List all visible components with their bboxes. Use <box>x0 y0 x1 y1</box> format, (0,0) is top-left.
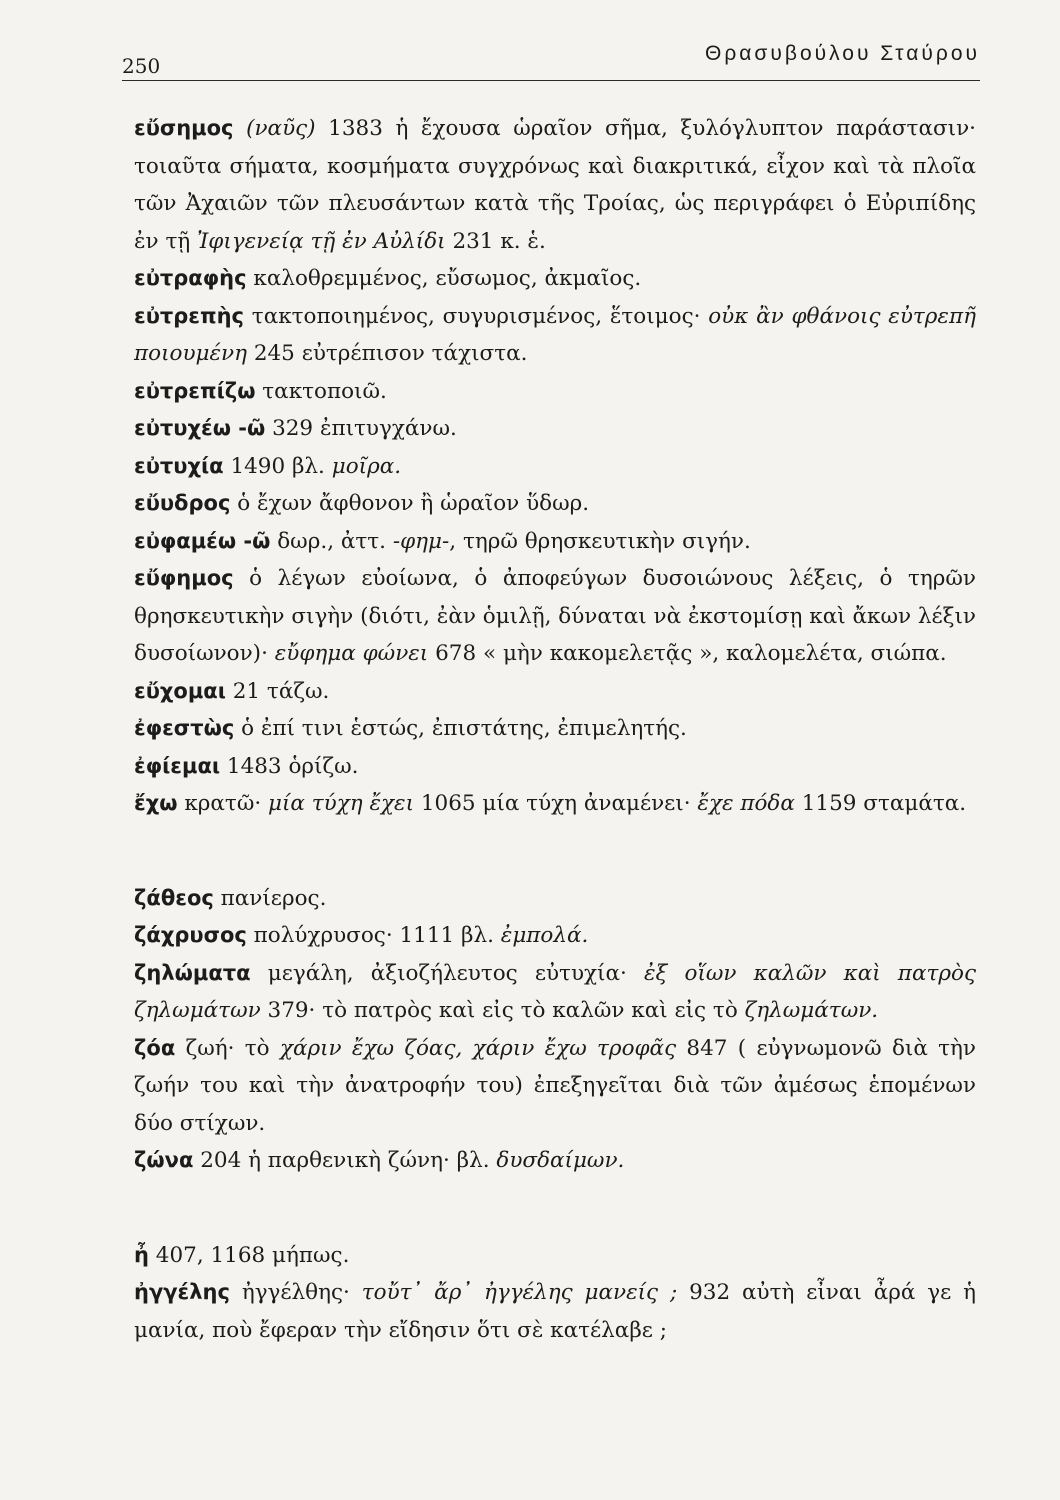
lemma: ζώνα <box>134 1148 194 1172</box>
entry-eutrepes: εὐτρεπὴς τακτοποιημένος, συγυρισμένος, ἕτοιμος· οὐκ ἂν φθάνοις εὐτρεπῆ ποιουμένη 245 εὐτρέπισον τάχιστα. <box>134 303 976 366</box>
entry-zatheos: ζάθεος πανίερος. <box>134 885 327 911</box>
entry-eusemos: εὔσημος (ναῦς) 1383 ἡ ἔχουσα ὡραῖον σῆμα, ξυλόγλυπτον παράστασιν· τοιαῦτα σήματα, κοσμήματα συγχρόνως καὶ διακριτικά, εἶχον καὶ τὰ πλοῖα τῶν Ἀχαιῶν τῶν πλευσάντων κατὰ τῆς Τροίας, ὡς περιγράφει ὁ Εὐριπίδης ἐν τῇ Ἰφιγενείᾳ τῇ ἐν Αὐλίδι 231 κ. ἑ. <box>134 116 976 254</box>
lemma: ἦ <box>134 1242 149 1267</box>
section-gap <box>134 823 976 880</box>
entry-eufemos: εὔφημος ὁ λέγων εὐοίωνα, ὁ ἀποφεύγων δυσοιώνους λέξεις, ὁ τηρῶν θρησκευτικὴν σιγὴν (διότι, ἐὰν ὁμιλῇ, δύναται νὰ ἐκστομίσῃ καὶ ἄκων λέξιν δυσοίωνον)· εὔφημα φώνει 678 « μὴν κακομελετᾷς », καλομελέτα, σιώπα. <box>134 566 976 666</box>
page-header <box>122 40 980 81</box>
entry-eutycheo: εὐτυχέω -ῶ 329 ἐπιτυγχάνω. <box>134 416 457 441</box>
entry-euydros: εὔυδρος ὁ ἔχων ἄφθονον ἢ ὡραῖον ὕδωρ. <box>134 491 590 516</box>
lemma: εὐφαμέω -ῶ <box>134 528 271 553</box>
lemma: εὔσημος <box>134 116 234 140</box>
lemma: ζάθεος <box>134 885 214 910</box>
lemma: ζηλώματα <box>134 960 251 985</box>
lemma: ἐφίεμαι <box>134 753 221 778</box>
lemma: ἠγγέλης <box>134 1280 230 1304</box>
entry-eufameo: εὐφαμέω -ῶ δωρ., ἀττ. -φημ-, τηρῶ θρησκευτικὴν σιγήν. <box>134 528 751 554</box>
lemma: εὐτρεπὴς <box>134 303 245 328</box>
running-head: Θρασυβούλου Σταύρου <box>705 42 980 65</box>
entry-zachrysos: ζάχρυσος πολύχρυσος· 1111 βλ. ἐμπολά. <box>134 923 589 948</box>
lemma: ζόα <box>134 1035 176 1060</box>
lemma: εὐτρεπίζω <box>134 378 256 403</box>
entry-efestos: ἐφεστὼς ὁ ἐπί τινι ἑστώς, ἐπιστάτης, ἐπιμελητής. <box>134 716 687 741</box>
entry-efiemai: ἐφίεμαι 1483 ὁρίζω. <box>134 753 359 779</box>
lemma: ἐφεστὼς <box>134 716 235 740</box>
lemma: ἔχω <box>134 791 178 815</box>
page-number: 250 <box>122 54 161 78</box>
entry-zoa: ζόα ζωή· τὸ χάριν ἔχω ζόας, χάριν ἔχω τροφᾶς 847 ( εὐγνωμονῶ διὰ τὴν ζωήν του καὶ τὴν ἀνατροφήν του) ἐπεξηγεῖται διὰ τῶν ἀμέσως ἑπομένων δύο στίχων. <box>134 1035 976 1136</box>
entry-euchomai: εὔχομαι 21 τάζω. <box>134 678 330 704</box>
entry-echo: ἔχω κρατῶ· μία τύχη ἔχει 1065 μία τύχη ἀναμένει· ἔχε πόδα 1159 σταμάτα. <box>134 791 967 816</box>
lemma: εὐτυχία <box>134 453 224 478</box>
glossary-text <box>134 110 976 1349</box>
entry-eutrepizo: εὐτρεπίζω τακτοποιῶ. <box>134 378 387 404</box>
lemma: εὔχομαι <box>134 678 226 703</box>
section-gap <box>134 1180 976 1237</box>
lemma: εὔφημος <box>134 566 234 590</box>
lemma: ζάχρυσος <box>134 923 247 947</box>
entry-zona: ζώνα 204 ἡ παρθενικὴ ζώνη· βλ. δυσδαίμων. <box>134 1148 625 1173</box>
entry-zelomata: ζηλώματα μεγάλη, ἀξιοζήλευτος εὐτυχία· ἐξ οἵων καλῶν καὶ πατρὸς ζηλωμάτων 379· τὸ πατρὸς καὶ εἰς τὸ καλῶν καὶ εἰς τὸ ζηλωμάτων. <box>134 960 976 1023</box>
entry-eutychia: εὐτυχία 1490 βλ. μοῖρα. <box>134 453 402 479</box>
lemma: εὐτυχέω -ῶ <box>134 416 266 440</box>
lemma: εὐτραφὴς <box>134 266 247 290</box>
entry-engeles: ἠγγέλης ἠγγέλθης· τοὔτ᾽ ἄρ᾽ ἠγγέλης μανείς ; 932 αὐτὴ εἶναι ἆρά γε ἡ μανία, ποὺ ἔφεραν τὴν εἴδησιν ὅτι σὲ κατέλαβε ; <box>134 1280 977 1343</box>
entry-e: ἦ 407, 1168 μήπως. <box>134 1242 350 1268</box>
lemma: εὔυδρος <box>134 491 231 515</box>
entry-eutrafes: εὐτραφὴς καλοθρεμμένος, εὔσωμος, ἀκμαῖος. <box>134 266 642 291</box>
